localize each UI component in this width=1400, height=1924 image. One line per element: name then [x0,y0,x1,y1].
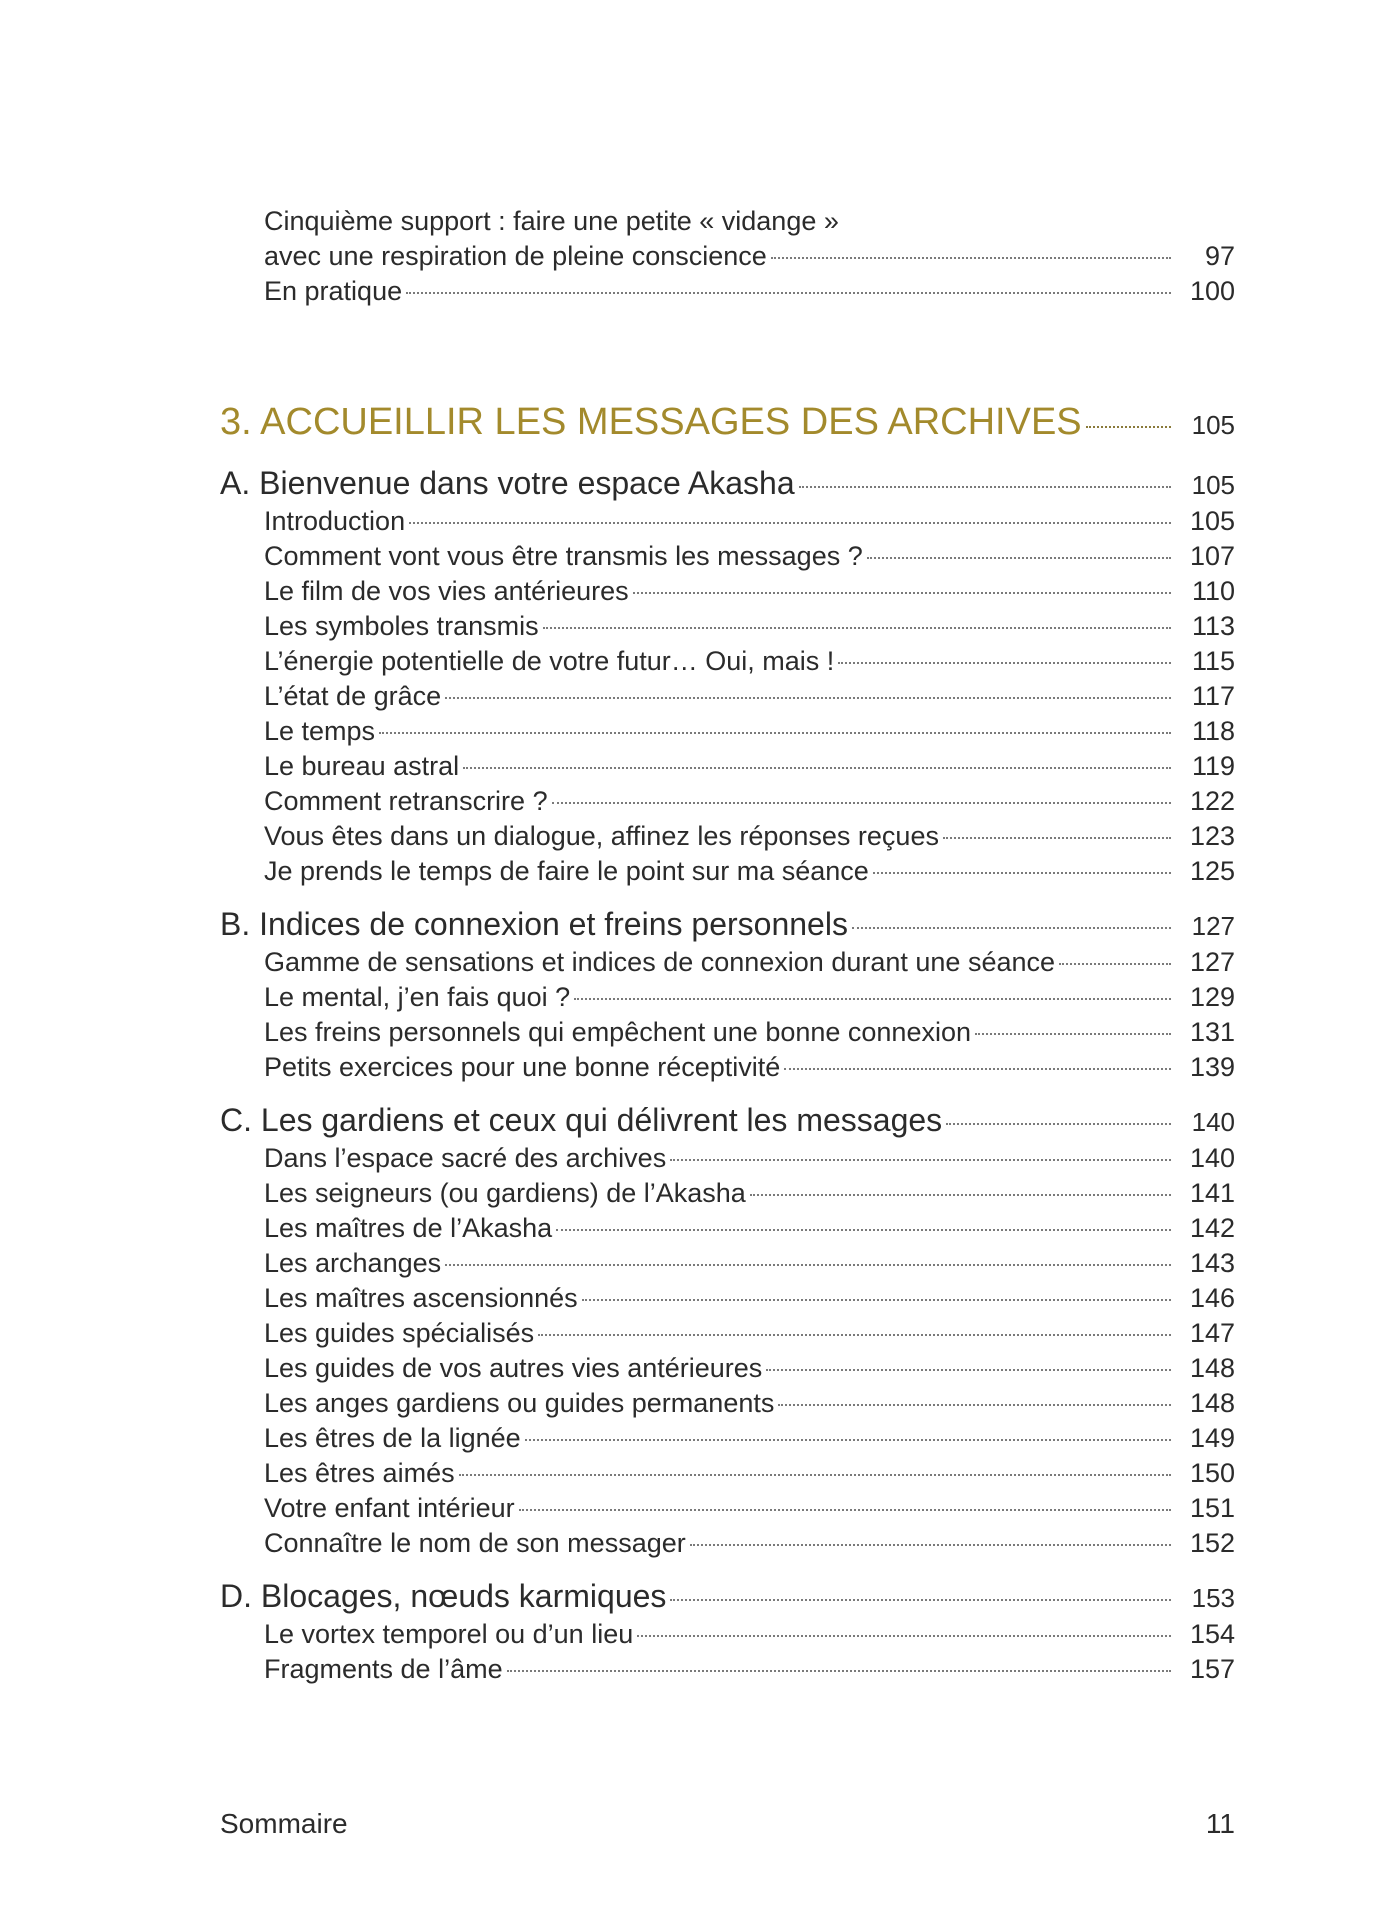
toc-entry-title: Petits exercices pour une bonne réceptivité [264,1052,781,1082]
toc-entry-title: avec une respiration de pleine conscience [264,241,767,271]
dot-leader [556,1229,1171,1231]
dot-leader [946,1123,1171,1125]
dot-leader [543,627,1171,629]
toc-entry-title: Les archanges [264,1248,442,1278]
toc-entry-title: Les guides spécialisés [264,1318,535,1348]
toc-entry-page: 105 [1189,506,1235,536]
toc-entry-title: Les maîtres de l’Akasha [264,1213,553,1243]
dot-leader [690,1544,1171,1546]
section-title: B. Indices de connexion et freins personnels [220,906,848,942]
dot-leader [873,872,1171,874]
chapter-title: 3. ACCUEILLIR LES MESSAGES DES ARCHIVES [220,401,1082,443]
toc-entry-page: 127 [1189,947,1235,977]
toc-entry-page: 97 [1204,241,1235,271]
toc-entry-page: 123 [1189,821,1235,851]
dot-leader [975,1033,1171,1035]
toc-entry [220,679,1235,714]
toc-entry-page: 154 [1189,1619,1235,1649]
dot-leader [1059,963,1171,965]
toc-section-b [220,903,1235,1085]
toc-entry [220,539,1235,574]
toc-entry-title: Gamme de sensations et indices de connexion durant une séance [264,947,1056,977]
dot-leader [766,1369,1171,1371]
dot-leader [519,1509,1171,1511]
toc-entry-title: Introduction [264,506,406,536]
dot-leader [582,1299,1171,1301]
toc-entry [220,644,1235,679]
dot-leader [838,662,1171,664]
toc-entry-title: Les êtres de la lignée [264,1423,521,1453]
dot-leader [525,1439,1171,1441]
dot-leader [943,837,1171,839]
section-title: A. Bienvenue dans votre espace Akasha [220,465,795,501]
toc-entry [220,274,1235,309]
toc-entry-page: 148 [1189,1388,1235,1418]
toc-continuation-line: Cinquième support : faire une petite « vidange » [264,206,839,236]
dot-leader [445,1264,1171,1266]
toc-entry-title: Je prends le temps de faire le point sur ma séance [264,856,869,886]
toc-entry-title: Comment retranscrire ? [264,786,548,816]
toc-entry-title: En pratique [264,276,403,306]
dot-leader [633,592,1171,594]
dot-leader [538,1334,1171,1336]
toc-entry-title: Le film de vos vies antérieures [264,576,629,606]
dot-leader [445,697,1171,699]
toc-entry [220,1211,1235,1246]
toc-entry-page: 140 [1189,1143,1235,1173]
dot-leader [799,486,1171,488]
toc-entry-page: 143 [1189,1248,1235,1278]
toc-entry-title: Dans l’espace sacré des archives [264,1143,667,1173]
toc-entry [220,1176,1235,1211]
toc-entry-page: 100 [1189,276,1235,306]
dot-leader [574,998,1171,1000]
toc-entry-title: Le vortex temporel ou d’un lieu [264,1619,634,1649]
toc-entry-title: Le temps [264,716,376,746]
toc-section-heading [220,1099,1235,1141]
section-page: 127 [1191,911,1235,941]
toc-entry-page: 149 [1189,1423,1235,1453]
section-page: 140 [1191,1107,1235,1137]
toc-entry [220,239,1235,274]
page-number: 11 [1205,1808,1235,1839]
toc-entry-title: Vous êtes dans un dialogue, affinez les réponses reçues [264,821,939,851]
toc-entry [220,609,1235,644]
toc-entry-title: Votre enfant intérieur [264,1493,515,1523]
toc-entry [220,1141,1235,1176]
toc-entry-page: 117 [1191,681,1235,711]
toc-entry-title: Le bureau astral [264,751,460,781]
dot-leader [852,927,1171,929]
section-title: C. Les gardiens et ceux qui délivrent les messages [220,1102,943,1138]
toc-entry [220,784,1235,819]
toc-entry-title: L’énergie potentielle de votre futur… Oui, mais ! [264,646,835,676]
dot-leader [771,257,1171,259]
toc-section-c [220,1099,1235,1561]
toc-top-block [220,204,1235,309]
toc-entry-page: 157 [1189,1654,1235,1684]
toc-entry-page: 148 [1189,1353,1235,1383]
toc-section-heading [220,903,1235,945]
dot-leader [379,732,1171,734]
toc-entry-page: 113 [1191,611,1235,641]
page-footer [220,1808,1235,1840]
toc-entry [220,1491,1235,1526]
toc-entry [220,1351,1235,1386]
toc-entry [220,854,1235,889]
dot-leader [459,1474,1171,1476]
toc-entry [220,1246,1235,1281]
toc-entry-page: 141 [1189,1178,1235,1208]
section-page: 153 [1191,1583,1235,1613]
dot-leader [784,1068,1171,1070]
toc-entry-page: 122 [1189,786,1235,816]
toc-entry [220,1456,1235,1491]
toc-entry-page: 146 [1189,1283,1235,1313]
toc-entry-page: 151 [1189,1493,1235,1523]
toc-entry [220,980,1235,1015]
toc-entry [220,1015,1235,1050]
section-page: 105 [1191,470,1235,500]
toc-entry [220,1050,1235,1085]
toc-entry-title: Les êtres aimés [264,1458,455,1488]
toc-entry-page: 142 [1189,1213,1235,1243]
dot-leader [409,522,1171,524]
toc-entry-page: 110 [1191,576,1235,606]
toc-entry-title: Les guides de vos autres vies antérieures [264,1353,763,1383]
toc-entry-title: Connaître le nom de son messager [264,1528,686,1558]
dot-leader [670,1599,1171,1601]
footer-label: Sommaire [220,1808,348,1839]
toc-entry [220,749,1235,784]
toc-entry [220,1652,1235,1687]
toc-entry-page: 107 [1189,541,1235,571]
toc-entry [220,504,1235,539]
toc-entry [220,1316,1235,1351]
dot-leader [750,1194,1171,1196]
toc-entry-page: 119 [1191,751,1235,781]
toc-entry-title: Les symboles transmis [264,611,539,641]
toc-entry [220,1421,1235,1456]
dot-leader [406,292,1171,294]
section-title: D. Blocages, nœuds karmiques [220,1578,667,1614]
toc-entry-page: 118 [1191,716,1235,746]
toc-entry-page: 150 [1189,1458,1235,1488]
dot-leader [670,1159,1171,1161]
toc-sections [220,462,1235,1687]
toc-entry [220,1526,1235,1561]
toc-entry [220,1386,1235,1421]
toc-section-d [220,1575,1235,1687]
toc-entry-page: 139 [1189,1052,1235,1082]
toc-entry [220,574,1235,609]
chapter-page: 105 [1191,410,1235,440]
dot-leader [463,767,1171,769]
dot-leader [1086,426,1171,428]
toc-entry [220,714,1235,749]
toc-entry [220,1281,1235,1316]
toc-entry-page: 125 [1189,856,1235,886]
dot-leader [637,1635,1171,1637]
dot-leader [867,557,1171,559]
dot-leader [552,802,1171,804]
toc-entry [220,1617,1235,1652]
toc-entry-page: 115 [1191,646,1235,676]
dot-leader [507,1670,1171,1672]
toc-entry-page: 129 [1189,982,1235,1012]
toc-entry-page: 152 [1189,1528,1235,1558]
toc-entry-title: Les anges gardiens ou guides permanents [264,1388,775,1418]
toc-entry-title: Le mental, j’en fais quoi ? [264,982,571,1012]
toc-entry-title: Comment vont vous être transmis les messages ? [264,541,863,571]
toc-entry-page: 147 [1189,1318,1235,1348]
toc-chapter-heading [220,398,1235,446]
toc-entry-title: Les maîtres ascensionnés [264,1283,578,1313]
toc-section-heading [220,462,1235,504]
dot-leader [778,1404,1171,1406]
toc-entry-title: Fragments de l’âme [264,1654,503,1684]
toc-entry-page: 131 [1189,1017,1235,1047]
toc-section-heading [220,1575,1235,1617]
toc-section-a [220,462,1235,889]
toc-chapter-block [220,398,1235,446]
toc-entry-title: Les freins personnels qui empêchent une bonne connexion [264,1017,971,1047]
toc-entry-title: L’état de grâce [264,681,442,711]
toc-entry [220,945,1235,980]
toc-entry-title: Les seigneurs (ou gardiens) de l’Akasha [264,1178,746,1208]
toc-entry [220,819,1235,854]
